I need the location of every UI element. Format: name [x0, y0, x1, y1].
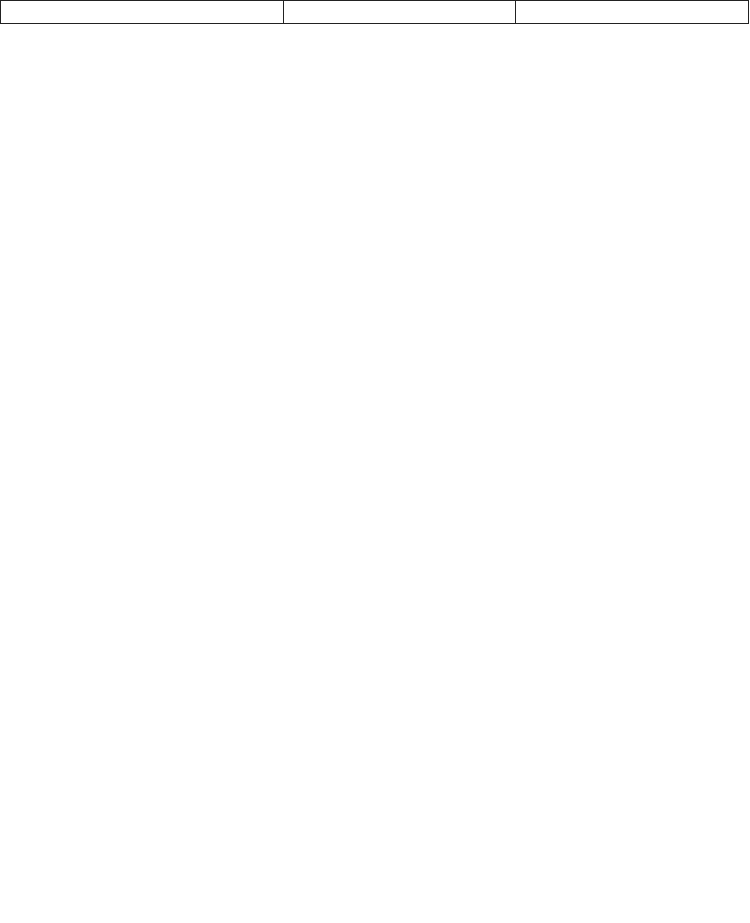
spec-table [0, 0, 749, 24]
header-model [516, 1, 749, 24]
header-unit [284, 1, 516, 24]
header-row [1, 1, 749, 24]
header-param [1, 1, 284, 24]
